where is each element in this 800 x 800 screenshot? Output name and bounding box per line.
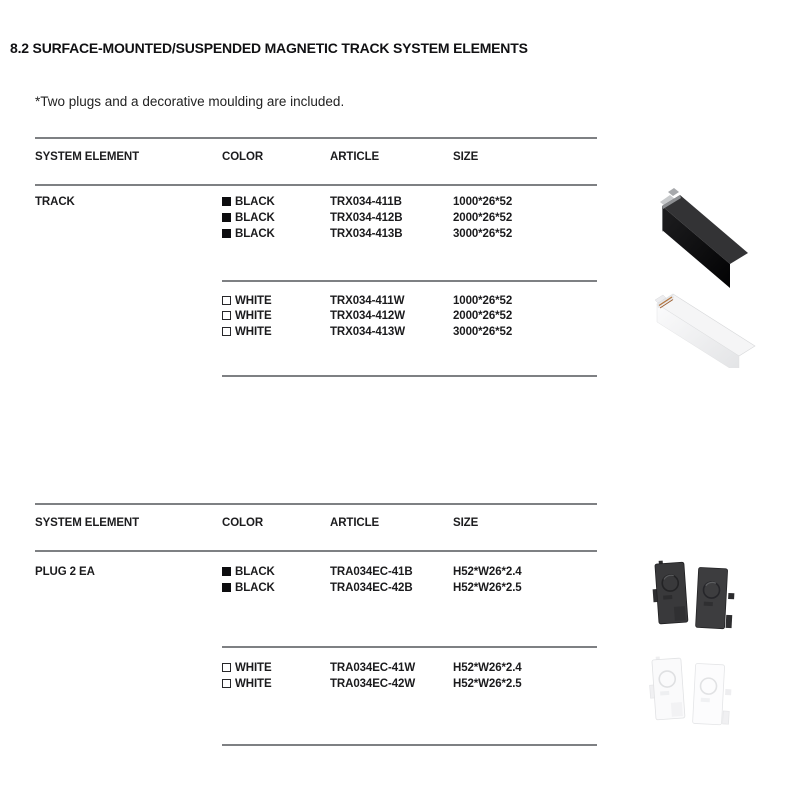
size-cell: H52*W26*2.4 [453, 566, 522, 578]
color-label: WHITE [235, 662, 272, 674]
table-row [0, 196, 620, 211]
color-cell [222, 212, 275, 225]
size-cell: 1000*26*52 [453, 295, 513, 307]
size-cell: 3000*26*52 [453, 326, 513, 338]
table-row [0, 295, 620, 310]
article-cell: TRX034-412B [330, 212, 403, 224]
color-label: BLACK [235, 196, 275, 208]
article-cell: TRX034-411W [330, 295, 405, 307]
col-header-size: SIZE [453, 151, 479, 163]
size-cell: H52*W26*2.4 [453, 662, 522, 674]
table-row [0, 566, 620, 581]
col-header-system-element: SYSTEM ELEMENT [35, 517, 140, 529]
size-cell: 2000*26*52 [453, 212, 513, 224]
color-label: BLACK [235, 566, 275, 578]
color-label: BLACK [235, 582, 275, 594]
table-row [0, 228, 620, 243]
color-cell [222, 310, 272, 323]
table1-group-rule [222, 280, 597, 282]
color-label: BLACK [235, 212, 275, 224]
plug-pair-black-photo [650, 552, 738, 653]
color-cell [222, 295, 272, 308]
table1-header-row [0, 151, 620, 166]
color-label: WHITE [235, 295, 272, 307]
page-title: 8.2 SURFACE-MOUNTED/SUSPENDED MAGNETIC TRACK SYSTEM ELEMENTS [10, 40, 528, 56]
color-cell [222, 678, 272, 691]
article-cell: TRA034EC-42W [330, 678, 416, 690]
color-label: WHITE [235, 678, 272, 690]
table-row [0, 310, 620, 325]
color-label: WHITE [235, 310, 272, 322]
col-header-article: ARTICLE [330, 151, 380, 163]
black-swatch-icon [222, 197, 231, 206]
col-header-size: SIZE [453, 517, 479, 529]
system-element-label: PLUG 2 EA [35, 566, 95, 578]
size-cell: 2000*26*52 [453, 310, 513, 322]
size-cell: H52*W26*2.5 [453, 678, 522, 690]
col-header-system-element: SYSTEM ELEMENT [35, 151, 140, 163]
article-cell: TRX034-411B [330, 196, 402, 208]
color-label: WHITE [235, 326, 272, 338]
table-row [0, 212, 620, 227]
article-cell: TRX034-413B [330, 228, 403, 240]
article-cell: TRX034-413W [330, 326, 405, 338]
col-header-article: ARTICLE [330, 517, 380, 529]
table1-header-rule [35, 184, 597, 186]
white-swatch-icon [222, 663, 231, 672]
table-row [0, 326, 620, 341]
table1-top-rule [35, 137, 597, 139]
article-cell: TRA034EC-41B [330, 566, 413, 578]
article-cell: TRA034EC-42B [330, 582, 413, 594]
table-row [0, 678, 620, 693]
color-cell [222, 566, 275, 579]
white-swatch-icon [222, 327, 231, 336]
size-cell: H52*W26*2.5 [453, 582, 522, 594]
col-header-color: COLOR [222, 151, 264, 163]
size-cell: 1000*26*52 [453, 196, 513, 208]
color-cell [222, 228, 275, 241]
track-profile-black-photo [648, 180, 753, 293]
black-swatch-icon [222, 583, 231, 592]
table2-header-row [0, 517, 620, 532]
table2-bottom-rule [222, 744, 597, 746]
table-row [0, 662, 620, 677]
white-swatch-icon [222, 311, 231, 320]
black-swatch-icon [222, 229, 231, 238]
table2-header-rule [35, 550, 597, 552]
included-note: *Two plugs and a decorative moulding are included. [35, 94, 345, 109]
plug-pair-white-photo [648, 652, 736, 747]
color-cell [222, 326, 272, 339]
article-cell: TRX034-412W [330, 310, 405, 322]
black-swatch-icon [222, 213, 231, 222]
color-label: BLACK [235, 228, 275, 240]
color-cell [222, 582, 275, 595]
white-swatch-icon [222, 296, 231, 305]
article-cell: TRA034EC-41W [330, 662, 416, 674]
table2-top-rule [35, 503, 597, 505]
black-swatch-icon [222, 567, 231, 576]
system-element-label: TRACK [35, 196, 75, 208]
white-swatch-icon [222, 679, 231, 688]
color-cell [222, 662, 272, 675]
table-row [0, 582, 620, 597]
color-cell [222, 196, 275, 209]
track-profile-white-photo [645, 286, 757, 373]
table2-group-rule [222, 646, 597, 648]
table1-bottom-rule [222, 375, 597, 377]
col-header-color: COLOR [222, 517, 264, 529]
size-cell: 3000*26*52 [453, 228, 513, 240]
